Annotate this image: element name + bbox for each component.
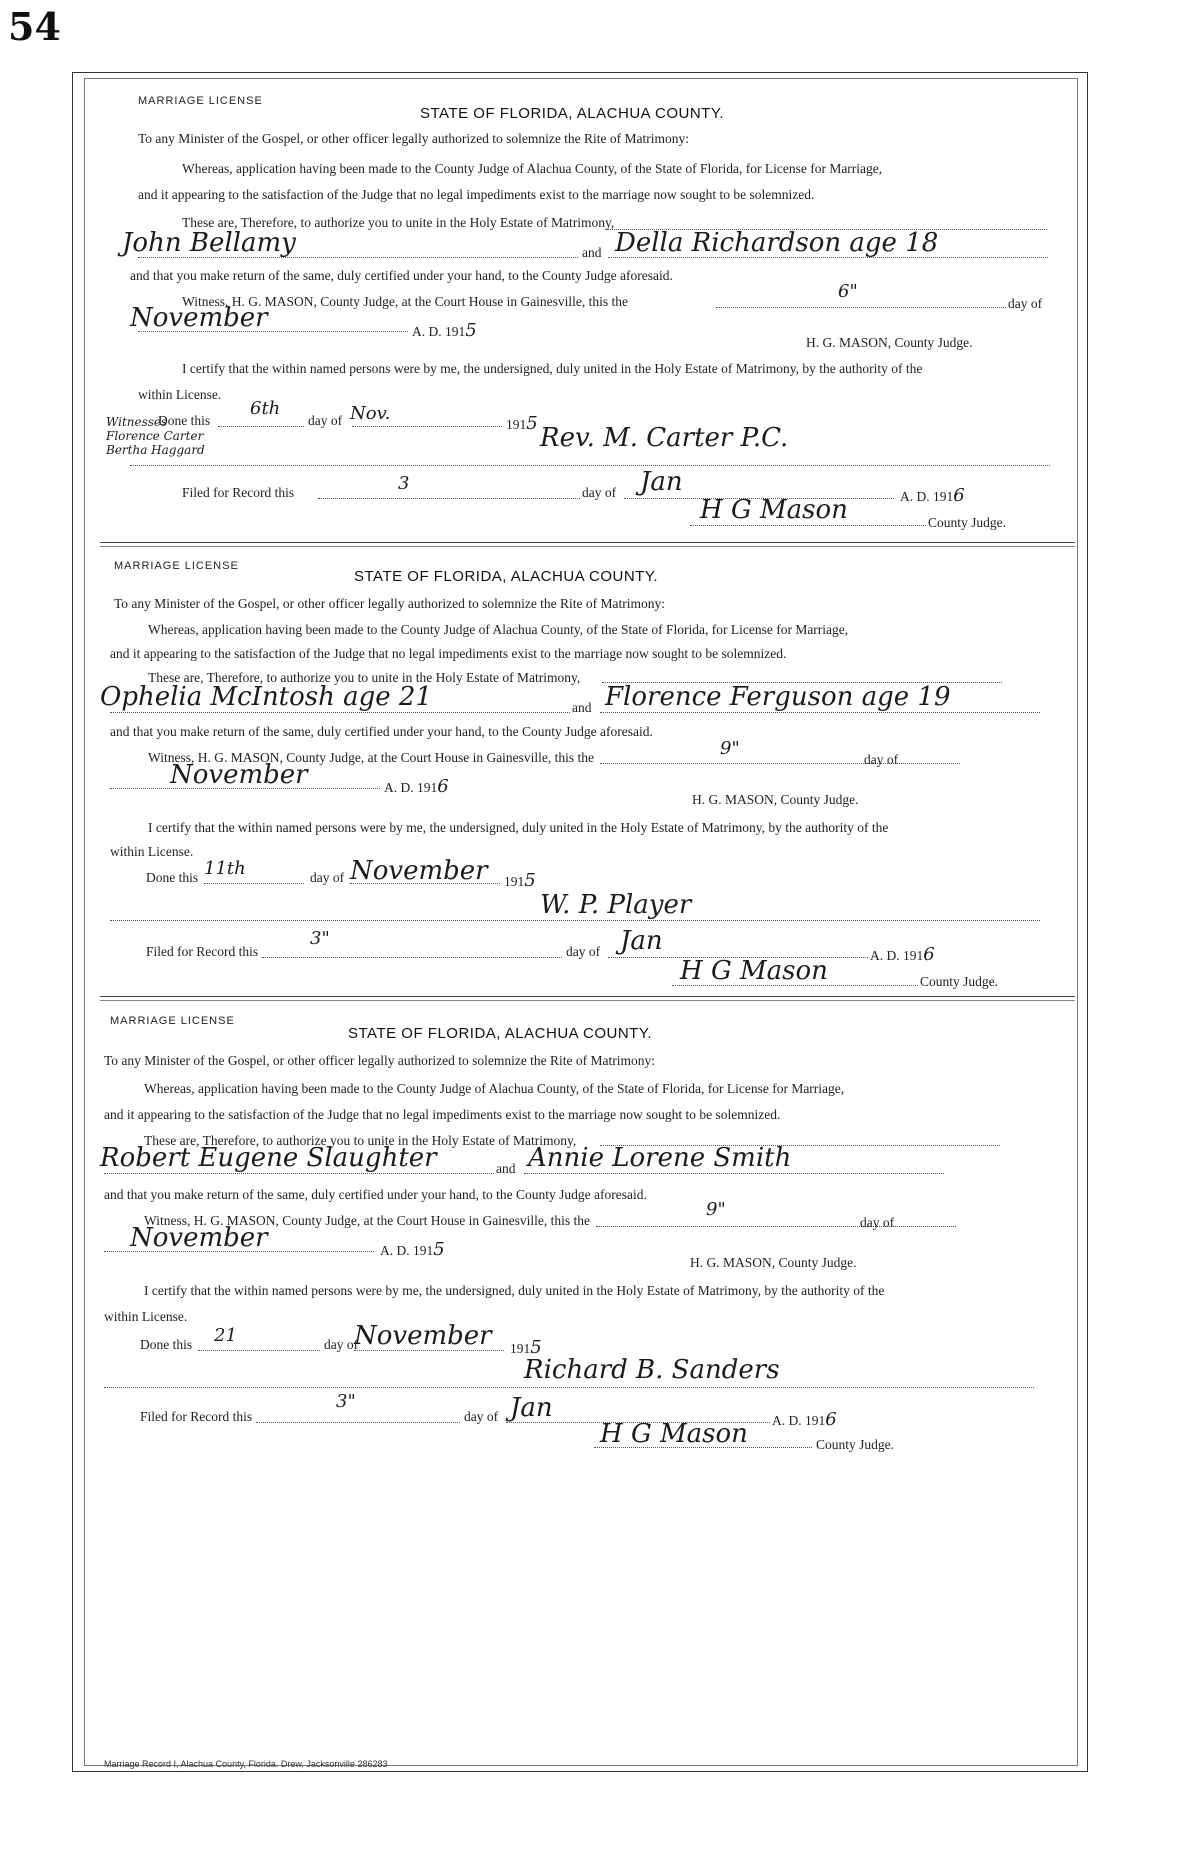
done-this: Done this [158,413,211,428]
day-of: day of [1008,296,1043,311]
return-line: and that you make return of the same, duly certified under your hand, to the County Judge aforesaid. [110,724,653,739]
issue-day: 9" [720,738,740,759]
filed-month: Jan [620,926,663,956]
done-day-of: day of [310,870,345,885]
done-day-of: day of [324,1337,359,1352]
these-are-line: These are, Therefore, to authorize you to unite in the Holy Estate of Matrimony, [182,215,615,230]
witness-line: Witness, H. G. MASON, County Judge, at the Court House in Gainesville, this the [148,750,595,765]
day-of: day of [860,1215,895,1230]
done-day: 21 [214,1325,237,1346]
license-label: MARRIAGE LICENSE [138,95,263,107]
county-judge: County Judge. [816,1437,895,1452]
judge-title: H. G. MASON, County Judge. [806,335,973,350]
done-year: 1915 [504,870,536,891]
done-day-of: day of [308,413,343,428]
return-line: and that you make return of the same, duly certified under your hand, to the County Judge aforesaid. [130,268,673,283]
groom-name: Robert Eugene Slaughter [100,1143,437,1173]
county-judge: County Judge. [928,515,1007,530]
issue-ad: A. D. 1915 [412,320,477,341]
issue-month: November [130,303,268,333]
return-line: and that you make return of the same, duly certified under your hand, to the County Judge aforesaid. [104,1187,647,1202]
officiant-signature: Richard B. Sanders [524,1355,780,1385]
done-year: 1915 [506,413,538,434]
filed-signature: H G Mason [700,495,848,525]
filed-for-record: Filed for Record this [146,944,259,959]
judge-title: H. G. MASON, County Judge. [690,1255,857,1270]
done-this: Done this [146,870,199,885]
done-month: November [350,856,488,886]
filed-day: 3" [336,1391,356,1412]
filed-signature: H G Mason [600,1419,748,1449]
filed-ad: A. D. 1916 [870,944,935,965]
filed-for-record: Filed for Record this [140,1409,253,1424]
issue-ad: A. D. 1916 [384,776,449,797]
witness-line: Witness, H. G. MASON, County Judge, at the Court House in Gainesville, this the [144,1213,591,1228]
license-heading: STATE OF FLORIDA, ALACHUA COUNTY. [348,1025,653,1042]
bride-name: Annie Lorene Smith [528,1143,792,1173]
filed-ad: A. D. 1916 [772,1409,837,1430]
certify-line-1: I certify that the within named persons were by me, the undersigned, duly united in the Holy Estate of Matrimony, by the authority of the [148,820,889,835]
done-day: 11th [204,858,246,879]
whereas-line-1: Whereas, application having been made to the County Judge of Alachua County, of the State of Florida, for License for Marriage, [182,161,883,176]
filed-day-of: day of [582,485,617,500]
license-heading: STATE OF FLORIDA, ALACHUA COUNTY. [354,568,659,585]
done-year: 1915 [510,1337,542,1358]
officiant-signature: Rev. M. Carter P.C. [540,423,789,453]
judge-title: H. G. MASON, County Judge. [692,792,859,807]
whereas-line-2: and it appearing to the satisfaction of the Judge that no legal impediments exist to the marriage now sought to be solemnized. [110,646,787,661]
page-number: 54 [8,4,61,49]
whereas-line-2: and it appearing to the satisfaction of the Judge that no legal impediments exist to the marriage now sought to be solemnized. [138,187,815,202]
bride-name: Della Richardson age 18 [615,228,939,258]
whereas-line-1: Whereas, application having been made to the County Judge of Alachua County, of the State of Florida, for License for Marriage, [148,622,849,637]
bride-name: Florence Ferguson age 19 [605,682,951,712]
these-are-line: These are, Therefore, to authorize you to unite in the Holy Estate of Matrimony, [148,670,581,685]
groom-name: Ophelia McIntosh age 21 [100,682,433,712]
whereas-line-1: Whereas, application having been made to the County Judge of Alachua County, of the State of Florida, for License for Marriage, [144,1081,845,1096]
issue-ad: A. D. 1915 [380,1239,445,1260]
filed-ad: A. D. 1916 [900,485,965,506]
filed-month: Jan [510,1393,553,1423]
issue-day: 9" [706,1199,726,1220]
certify-line-2: within License. [104,1309,188,1324]
license-heading: STATE OF FLORIDA, ALACHUA COUNTY. [420,105,725,122]
filed-for-record: Filed for Record this [182,485,295,500]
issue-month: November [170,760,308,790]
certify-line-1: I certify that the within named persons were by me, the undersigned, duly united in the Holy Estate of Matrimony, by the authority of the [144,1283,885,1298]
filed-day-of: day of [464,1409,499,1424]
and-word: and [582,245,602,260]
certify-line-1: I certify that the within named persons were by me, the undersigned, duly united in the Holy Estate of Matrimony, by the authority of the [182,361,923,376]
these-are-line: These are, Therefore, to authorize you to unite in the Holy Estate of Matrimony, [144,1133,577,1148]
certify-line-2: within License. [110,844,194,859]
salutation: To any Minister of the Gospel, or other officer legally authorized to solemnize the Rite of Matrimony: [138,131,690,146]
filed-day-of: day of [566,944,601,959]
certify-line-2: within License. [138,387,222,402]
and-word: and [572,700,592,715]
done-month: November [354,1321,492,1351]
footer-imprint: Marriage Record I, Alachua County, Florida. Drew, Jacksonville 286283 [104,1759,388,1769]
filed-month: Jan [640,467,683,497]
issue-day: 6" [838,281,858,302]
county-judge: County Judge. [920,974,999,989]
done-month: Nov. [350,403,391,424]
filed-signature: H G Mason [680,956,828,986]
witnesses-note: Witnesses Florence Carter Bertha Haggard [106,415,205,457]
witness-line: Witness, H. G. MASON, County Judge, at the Court House in Gainesville, this the [182,294,629,309]
marriage-license-3 [100,1015,1075,1555]
whereas-line-2: and it appearing to the satisfaction of the Judge that no legal impediments exist to the marriage now sought to be solemnized. [104,1107,781,1122]
done-day: 6th [250,398,281,419]
marriage-license-1 [100,95,1075,635]
groom-name: John Bellamy [122,228,296,258]
done-this: Done this [140,1337,193,1352]
salutation: To any Minister of the Gospel, or other officer legally authorized to solemnize the Rite of Matrimony: [114,596,666,611]
and-word: and [496,1161,516,1176]
license-label: MARRIAGE LICENSE [110,1015,235,1027]
day-of: day of [864,752,899,767]
issue-month: November [130,1223,268,1253]
filed-day: 3" [310,928,330,949]
filed-day: 3 [398,473,410,494]
officiant-signature: W. P. Player [540,890,692,920]
salutation: To any Minister of the Gospel, or other officer legally authorized to solemnize the Rite of Matrimony: [104,1053,656,1068]
license-label: MARRIAGE LICENSE [114,560,239,572]
